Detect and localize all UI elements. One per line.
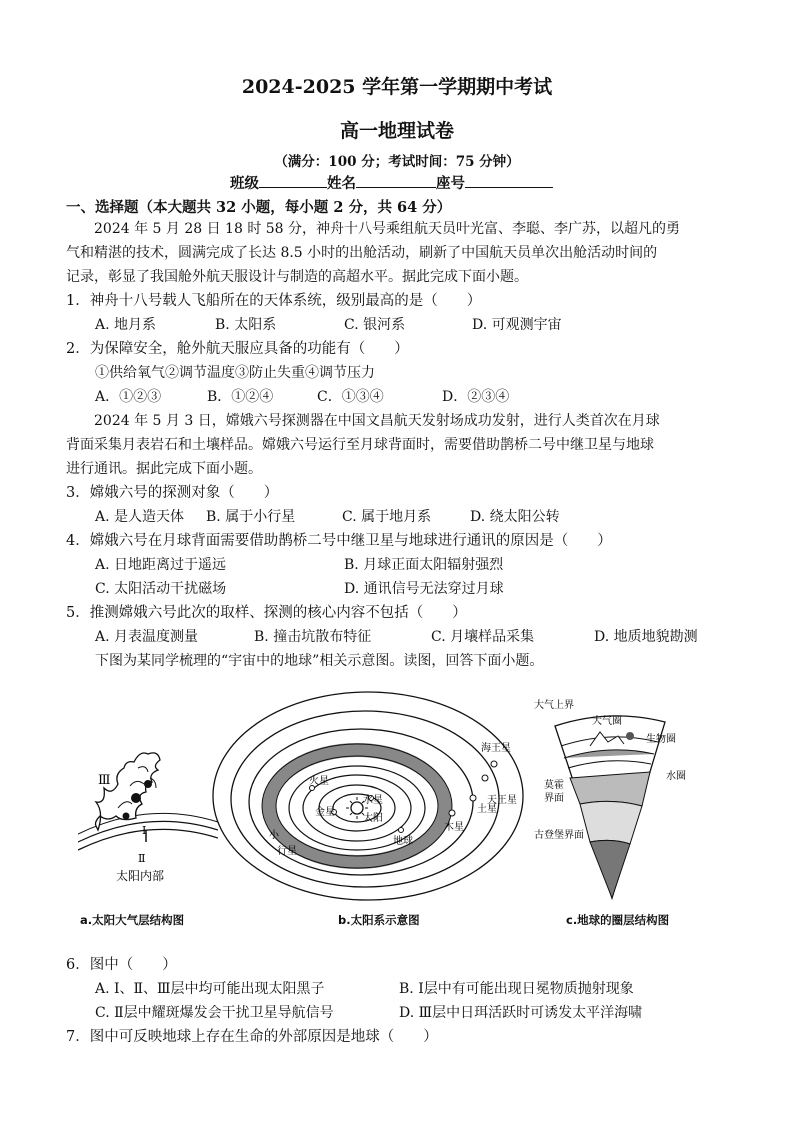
q1-option-c[interactable]: C. 银河系	[344, 317, 406, 333]
label-mercury: 水星	[363, 795, 383, 806]
label-moho-2: 界面	[544, 793, 564, 804]
exam-title: 2024-2025 学年第一学期期中考试	[241, 76, 553, 98]
question-7-stem: 7．图中可反映地球上存在生命的外部原因是地球（ ）	[66, 1029, 438, 1045]
label-gutenberg: 古登堡界面	[534, 830, 584, 841]
passage-line: 2024 年 5 月 3 日，嫦娥六号探测器在中国文昌航天发射场成功发射，进行人类首次在月球	[94, 413, 660, 429]
seat-label: 座号	[436, 175, 465, 192]
label-layer-ii: Ⅱ	[138, 852, 146, 865]
caption-figure-a: a.太阳大气层结构图	[80, 913, 185, 927]
question-1-stem: 1．神舟十八号载人飞船所在的天体系统，级别最高的是（ ）	[66, 293, 482, 309]
figure-b-solar-system	[211, 688, 526, 903]
label-layer-iii: Ⅲ	[98, 773, 111, 788]
q2-option-a[interactable]: A．①②③	[95, 389, 162, 405]
question-3-stem: 3．嫦娥六号的探测对象（ ）	[66, 485, 279, 501]
q3-option-d[interactable]: D. 绕太阳公转	[470, 509, 560, 525]
label-jupiter: 木星	[444, 822, 464, 833]
q6-option-c[interactable]: C. Ⅱ层中耀斑爆发会干扰卫星导航信号	[95, 1005, 334, 1021]
q6-option-d[interactable]: D. Ⅲ层中日珥活跃时可诱发太平洋海啸	[399, 1005, 643, 1021]
passage-line: 背面采集月表岩石和土壤样品。嫦娥六号运行至月球背面时，需要借助鹊桥二号中继卫星与地球	[66, 437, 654, 453]
label-uranus: 天王星	[487, 795, 517, 806]
name-blank[interactable]	[356, 173, 436, 188]
label-asteroid-2: 行星	[277, 846, 297, 857]
label-layer-i: Ⅰ	[142, 824, 147, 837]
q1-option-d[interactable]: D. 可观测宇宙	[472, 317, 562, 333]
seat-blank[interactable]	[465, 173, 553, 188]
q4-option-d[interactable]: D. 通讯信号无法穿过月球	[344, 581, 504, 597]
figure-a-sun-atmosphere	[78, 738, 218, 888]
q5-option-c[interactable]: C. 月壤样品采集	[431, 629, 535, 645]
student-info-line	[230, 172, 553, 193]
label-sun: 太阳	[363, 813, 383, 824]
class-label: 班级	[230, 175, 259, 192]
label-atmosphere-top: 大气上界	[534, 700, 574, 711]
label-venus: 金星	[315, 807, 335, 818]
passage-line: 气和精湛的技术，圆满完成了长达 8.5 小时的出舱活动，刷新了中国航天员单次出舱活动时间的	[66, 245, 658, 261]
question-4-stem: 4．嫦娥六号在月球背面需要借助鹊桥二号中继卫星与地球进行通讯的原因是（ ）	[66, 533, 612, 549]
q1-option-a[interactable]: A. 地月系	[95, 317, 157, 333]
q5-option-b[interactable]: B. 撞击坑散布特征	[254, 629, 372, 645]
q3-option-b[interactable]: B. 属于小行星	[206, 509, 296, 525]
figure-c-earth-spheres	[530, 696, 700, 902]
exam-subtitle: 高一地理试卷	[339, 120, 454, 142]
q2-items: ①供给氧气②调节温度③防止失重④调节压力	[95, 365, 375, 381]
q4-option-b[interactable]: B. 月球正面太阳辐射强烈	[344, 557, 504, 573]
q6-option-a[interactable]: A. Ⅰ、Ⅱ、Ⅲ层中均可能出现太阳黑子	[95, 981, 325, 997]
q6-option-b[interactable]: B. Ⅰ层中有可能出现日冕物质抛射现象	[399, 981, 634, 997]
passage-line: 记录，彰显了我国舱外航天服设计与制造的高超水平。据此完成下面小题。	[66, 269, 528, 285]
q4-option-a[interactable]: A. 日地距离过于遥远	[95, 557, 227, 573]
label-atmosphere: 大气圈	[592, 716, 622, 727]
caption-figure-b: b.太阳系示意图	[338, 913, 420, 927]
label-saturn: 土星	[477, 804, 497, 815]
q5-option-a[interactable]: A. 月表温度测量	[95, 629, 199, 645]
passage-line: 进行通讯。据此完成下面小题。	[66, 461, 262, 477]
q3-option-c[interactable]: C. 属于地月系	[342, 509, 432, 525]
q2-option-d[interactable]: D．②③④	[442, 389, 510, 405]
label-earth: 地球	[393, 836, 413, 847]
label-neptune: 海王星	[481, 743, 511, 754]
q2-option-c[interactable]: C．①③④	[317, 389, 384, 405]
question-2-stem: 2．为保障安全，舱外航天服应具备的功能有（ ）	[66, 341, 409, 357]
q4-option-c[interactable]: C. 太阳活动干扰磁场	[95, 581, 227, 597]
class-blank[interactable]	[259, 173, 327, 188]
passage-line: 2024 年 5 月 28 日 18 时 58 分，神舟十八号乘组航天员叶光富、李聪、李广苏，以超凡的勇	[94, 221, 681, 237]
caption-figure-c: c.地球的圈层结构图	[566, 913, 670, 927]
q3-option-a[interactable]: A. 是人造天体	[95, 509, 185, 525]
q5-option-d[interactable]: D. 地质地貌勘测	[594, 629, 698, 645]
section-heading: 一、选择题（本大题共 32 小题，每小题 2 分，共 64 分）	[66, 199, 452, 216]
question-6-stem: 6．图中（ ）	[66, 957, 177, 973]
name-label: 姓名	[327, 175, 356, 192]
label-asteroid-1: 小	[269, 830, 279, 841]
passage-3: 下图为某同学梳理的“宇宙中的地球”相关示意图。读图，回答下面小题。	[95, 653, 544, 669]
label-sun-interior: 太阳内部	[116, 869, 165, 883]
label-mars: 火星	[309, 776, 329, 787]
q2-option-b[interactable]: B．①②④	[207, 389, 274, 405]
passage-2	[66, 409, 730, 481]
exam-meta: （满分：100 分；考试时间：75 分钟）	[274, 154, 520, 170]
question-5-stem: 5．推测嫦娥六号此次的取样、探测的核心内容不包括（ ）	[66, 605, 467, 621]
label-hydrosphere: 水圈	[666, 771, 686, 782]
label-moho-1: 莫霍	[544, 780, 564, 791]
label-biosphere: 生物圈	[646, 734, 676, 745]
q1-option-b[interactable]: B. 太阳系	[215, 317, 277, 333]
passage-1	[66, 217, 730, 289]
